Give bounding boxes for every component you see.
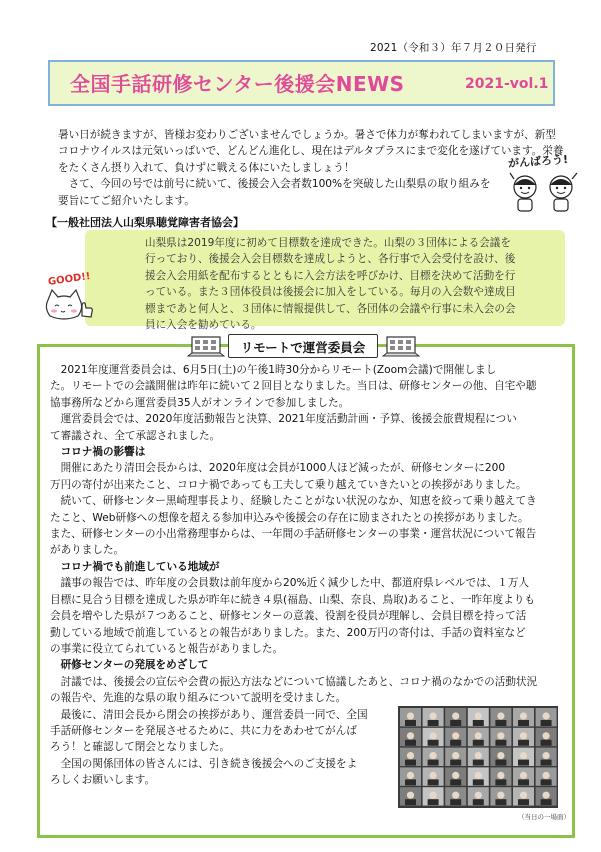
participant-figure (541, 740, 552, 746)
remote-section-heading (228, 334, 378, 358)
participant-figure (543, 792, 550, 799)
participant-figure (450, 799, 461, 805)
newsletter-title: 全国手話研修センター後援会NEWS (70, 72, 405, 96)
body-line: 全国の関係団体の皆さんには、引き続き後援会へのご支援をよ (50, 757, 358, 770)
title-banner (48, 60, 555, 106)
body-line: ろしくお願いします。 (50, 774, 156, 787)
participant-figure (430, 772, 437, 779)
yamanashi-text (145, 235, 516, 333)
yamanashi-line: っている。また３団体役員は後援会に加入をしている。毎月の入会数や達成目 (145, 286, 516, 299)
participant-figure (495, 779, 506, 785)
participant-figure (541, 720, 552, 726)
yamanashi-line: 援会入会用紙を配布するとともに入会方法を呼びかけ、目標を決めて活動を行 (145, 269, 516, 282)
participant-figure (518, 799, 529, 805)
body-line: がありました。 (50, 544, 125, 557)
participant-figure (473, 740, 484, 746)
issue-date: 2021（令和３）年７月２０日発行 (370, 42, 537, 54)
body-line: 会員を増やした県が７つあること、研修センターの意義、役割を役員が理解し、会員目標を持って活 (50, 610, 527, 623)
body-line: 目標に見合う目標を達成した県が昨年に続き４県(福島、山梨、奈良、鳥取)あること、一昨年度よりも (50, 593, 535, 606)
photo-caption: （当日の一場面） (518, 813, 570, 821)
participant-figure (405, 779, 416, 785)
participant-figure (428, 799, 439, 805)
participant-figure (541, 799, 552, 805)
laptop-icon (187, 336, 225, 358)
good-sticker: GOOD!! (47, 271, 92, 288)
intro-text (58, 127, 564, 209)
intro-line: さて、今回の号では前号に続いて、後援会入会者数100%を突破した山梨県の取り組みを (58, 178, 491, 191)
body-line: 開催にあたり清田会長からは、2020年度は会員が1000人ほど減ったが、研修センターに200 (50, 462, 506, 475)
participant-figure (428, 740, 439, 746)
participant-figure (450, 760, 461, 766)
participant-figure (430, 732, 437, 739)
participant-figure (407, 752, 414, 759)
participant-figure (450, 779, 461, 785)
participant-figure (407, 772, 414, 779)
subheading: コロナ禍でも前進している地域が (50, 560, 220, 573)
participant-figure (497, 732, 504, 739)
participant-figure (543, 732, 550, 739)
participant-figure (520, 712, 527, 719)
intro-line: コロナウイルスは元気いっぱいで、どんどん進化し、現在はデルタプラスにまで変化を遂げています。栄養 (58, 145, 564, 158)
remote-section-title: リモートで運営委員会 (240, 340, 366, 355)
participant-figure (430, 792, 437, 799)
participant-figure (407, 792, 414, 799)
body-line: 続いて、研修センター黒崎理事長より、経験したことがない状況のなか、知恵を絞って乗り越えてき (50, 495, 537, 508)
body-line: 最後に、清田会長から閉会の挨拶があり、運営委員一同で、全国 (50, 708, 368, 721)
participant-figure (475, 792, 482, 799)
participant-figure (428, 779, 439, 785)
participant-figure (541, 760, 552, 766)
volume-label: 2021-vol.1 (465, 76, 549, 92)
body-line: 万円の寄付が出来たこと、コロナ禍であっても工夫して乗り越えていきたいとの挨拶がありました。 (50, 478, 527, 491)
participant-figure (518, 720, 529, 726)
yamanashi-line: 行っており、後援会入会目標数を達成しようと、各行事で入会受付を設け、後 (145, 253, 516, 266)
participant-figure (450, 740, 461, 746)
yamanashi-line: 員に入会を勧めている。 (145, 319, 262, 332)
intro-line: 暑い日が続きますが、皆様お変わりございませんでしょうか。暑さで体力が奪われてしまいますが、新型 (58, 129, 556, 141)
participant-figure (407, 712, 414, 719)
participant-figure (543, 772, 550, 779)
subheading: コロナ禍の影響は (50, 446, 146, 459)
section-heading-yamanashi: 【一般社団法人山梨県聴覚障害者協会】 (46, 216, 244, 229)
participant-figure (497, 712, 504, 719)
participant-figure (452, 732, 459, 739)
body-line: ろう！と確認して閉会となりました。 (50, 741, 231, 754)
participant-figure (405, 760, 416, 766)
intro-line: をたくさん摂り入れて、負けずに戦える体にいたしましょう！ (58, 161, 355, 174)
participant-figure (430, 712, 437, 719)
participant-figure (520, 792, 527, 799)
participant-figure (497, 772, 504, 779)
participant-figure (452, 772, 459, 779)
body-line: また、研修センターの小出常務理事からは、一年間の手話研修センターの事業・運営状況について報告 (50, 528, 537, 541)
participant-figure (405, 720, 416, 726)
laptop-icon (382, 336, 420, 358)
body-line: 動している地域で前進しているとの報告がありました。また、200万円の寄付は、手話の資料室など (50, 626, 526, 639)
participant-figure (518, 779, 529, 785)
participant-figure (495, 799, 506, 805)
participant-figure (475, 712, 482, 719)
participant-figure (452, 752, 459, 759)
participant-figure (475, 752, 482, 759)
body-line: 2021年度運営委員会は、6月5日(土)の午後1時30分からリモート(Zoom会議)で開催しまし (50, 364, 497, 376)
body-line: 議事の報告では、昨年度の会員数は前年度から20%近く減少した中、都道府県レベルでは、１万人 (50, 577, 530, 590)
participant-figure (452, 792, 459, 799)
participant-figure (520, 772, 527, 779)
body-line: た。リモートでの会議開催は昨年に続いて２回目となりました。当日は、研修センターの他、自宅や聴 (50, 380, 537, 393)
participant-figure (473, 779, 484, 785)
participant-figure (497, 792, 504, 799)
body-line: 運営委員会では、2020年度活動報告と決算、2021年度活動計画・予算、後援会旅費規程につい (50, 413, 517, 426)
participant-figure (475, 772, 482, 779)
participant-figure (430, 752, 437, 759)
participant-figure (518, 740, 529, 746)
participant-figure (543, 712, 550, 719)
participant-figure (520, 732, 527, 739)
participant-figure (473, 720, 484, 726)
participant-figure (407, 732, 414, 739)
participant-figure (495, 760, 506, 766)
participant-figure (428, 760, 439, 766)
participant-figure (450, 720, 461, 726)
participant-figure (428, 720, 439, 726)
cheering-kids-illustration (505, 171, 585, 213)
yamanashi-line: 標まであと何人と、３団体に情報提供して、各団体の会議や行事に未入会の会 (145, 302, 516, 315)
intro-line: 要旨にてご紹介いたします。 (58, 194, 195, 207)
body-line: の報告や、先進的な県の取り組みについて説明を受けました。 (50, 692, 347, 705)
body-line: たこと、Web研修への想像を超える参加申込みや後援会の存在に励まされたとの挨拶がありました。 (50, 511, 529, 524)
participant-figure (541, 779, 552, 785)
body-line: の事業に役立てられていると報告がありました。 (50, 642, 284, 655)
participant-figure (497, 752, 504, 759)
cat-thumbs-up-illustration (42, 286, 94, 324)
yamanashi-line: 山梨県は2019年度に初めて目標数を達成できた。山梨の３団体による会議を (145, 237, 511, 249)
participant-figure (405, 799, 416, 805)
ganbarou-sticker: がんばろう! (507, 152, 569, 171)
body-line: 討議では、後援会の宣伝や会費の振込方法などについて協議したあと、コロナ禍のなかでの活動状況 (50, 675, 538, 688)
participant-figure (543, 752, 550, 759)
participant-figure (518, 760, 529, 766)
body-line: 手話研修センターを発展させるために、共に力をあわせてがんば (50, 724, 357, 737)
participant-figure (495, 740, 506, 746)
body-line: て審議され、全て承認されました。 (50, 429, 221, 442)
body-line: 協事務所などから運営委員35人がオンラインで参加しました。 (50, 396, 350, 409)
participant-figure (473, 799, 484, 805)
participant-figure (452, 712, 459, 719)
zoom-meeting-photo (398, 706, 558, 808)
participant-figure (475, 732, 482, 739)
participant-figure (473, 760, 484, 766)
participant-figure (520, 752, 527, 759)
subheading: 研修センターの発展をめざして (50, 659, 209, 672)
participant-figure (495, 720, 506, 726)
participant-figure (405, 740, 416, 746)
